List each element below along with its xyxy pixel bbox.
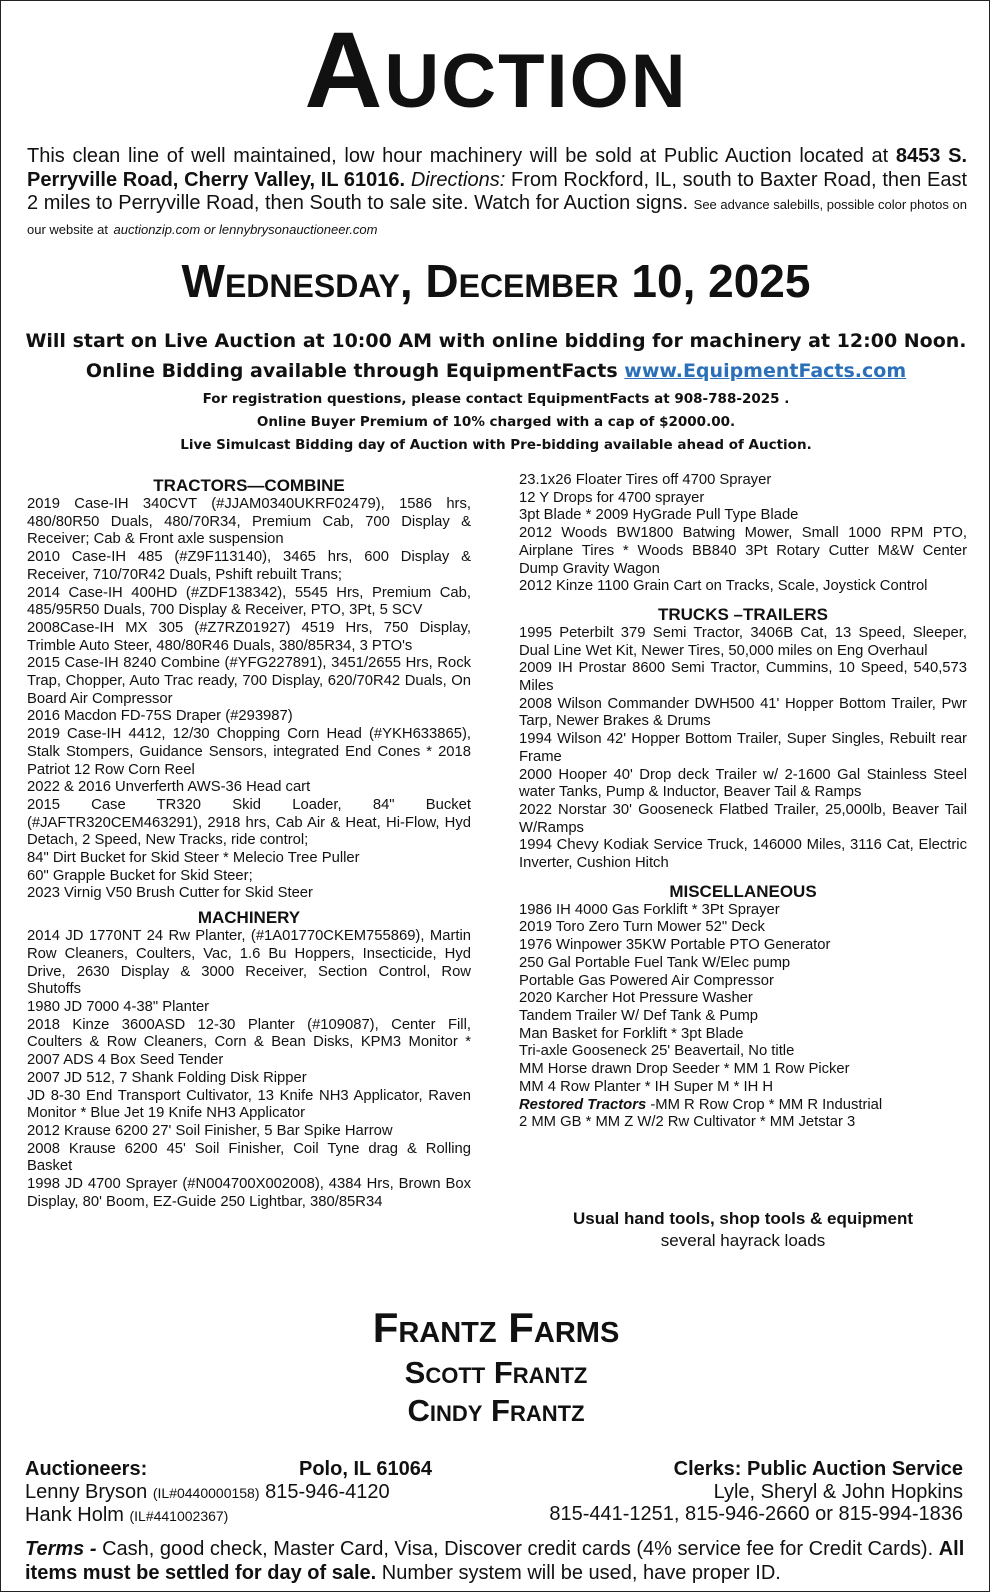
sale-date: Wednesday, December 10, 2025 xyxy=(181,255,811,307)
list-item xyxy=(519,1097,967,1115)
list-item: 2010 Case-IH 485 (#Z9F113140), 3465 hrs, 600 Display & Receiver, 710/70R42 Duals, Pshift rebuilt Trans; xyxy=(27,549,471,583)
list-item: 2014 Case-IH 400HD (#ZDF138342), 5545 Hrs, Premium Cab, 485/95R50 Duals, 700 Display & Receiver, PTO, 3Pt, 5 SCV xyxy=(27,584,471,619)
clerks-phones: 815-441-1251, 815-946-2660 or 815-994-1836 xyxy=(549,1503,963,1525)
list-item: 2000 Hooper 40' Drop deck Trailer w/ 2-1600 Gal Stainless Steel water Tanks, Pump & Inductor, Beaver Tail & Ramps xyxy=(519,766,967,801)
list-item: 2012 Krause 6200 27' Soil Finisher, 5 Bar Spike Harrow xyxy=(27,1122,393,1139)
misc-list xyxy=(519,902,967,1132)
list-item: 2022 & 2016 Unverferth AWS-36 Head cart xyxy=(27,779,311,796)
seller-person-1: Scott Frantz xyxy=(404,1355,588,1390)
list-item: 2023 Virnig V50 Brush Cutter for Skid Steer xyxy=(27,885,313,902)
section-heading-tractors: TRACTORS—COMBINE xyxy=(153,476,345,495)
auctioneers-block xyxy=(25,1458,545,1528)
list-item: 2020 Karcher Hot Pressure Washer xyxy=(519,990,753,1007)
list-item: 3pt Blade * 2009 HyGrade Pull Type Blade xyxy=(519,507,799,524)
list-item: 1976 Winpower 35KW Portable PTO Generator xyxy=(519,937,831,954)
website-note: See advance salebills, possible color photos on our website at xyxy=(27,197,968,237)
list-item: 1994 Chevy Kodiak Service Truck, 146000 Miles, 3116 Cat, Electric Inverter, Cushion Hitch xyxy=(519,837,967,872)
list-item: MM Horse drawn Drop Seeder * MM 1 Row Picker xyxy=(519,1061,850,1078)
online-bidding-line xyxy=(1,356,990,387)
list-item: 12 Y Drops for 4700 sprayer xyxy=(519,489,705,506)
list-item: 2008Case-IH MX 305 (#Z7RZ01927) 4519 Hrs, 750 Display, Trimble Auto Steer, 480/80R46 Duals, 380/85R34, 3 PTO's xyxy=(27,619,471,654)
seller-name: Frantz Farms xyxy=(372,1304,620,1351)
list-item: 2008 Krause 6200 45' Soil Finisher, Coil Tyne drag & Rolling Basket xyxy=(27,1140,471,1175)
list-item: 23.1x26 Floater Tires off 4700 Sprayer xyxy=(519,472,772,488)
list-item: 2015 Case-IH 8240 Combine (#YFG227891), 3451/2655 Hrs, Rock Trap, Chopper, Auto Trac ready, 700 Display, 620/70R42 Duals, On Board Air Compressor xyxy=(27,655,471,707)
machinery-continued-list xyxy=(519,472,967,596)
auctioneers-location: Polo, IL 61064 xyxy=(299,1458,433,1480)
start-time-line: Will start on Live Auction at 10:00 AM with online bidding for machinery at 12:00 Noon. xyxy=(25,330,967,352)
list-item: 2007 JD 512, 7 Shank Folding Disk Ripper xyxy=(27,1069,307,1086)
list-item: 2019 Case-IH 4412, 12/30 Chopping Corn Head (#YKH633865), Stalk Stompers, Guidance Sensors, integrated End Cones * 2018 Patriot 12 Row Corn Reel xyxy=(27,726,471,778)
list-item: 1986 IH 4000 Gas Forklift * 3Pt Sprayer xyxy=(519,901,780,918)
section-heading-trucks: TRUCKS –TRAILERS xyxy=(657,604,828,624)
list-item: Tri-axle Gooseneck 25' Beavertail, No title xyxy=(519,1043,795,1060)
clerks-names: Lyle, Sheryl & John Hopkins xyxy=(713,1480,963,1503)
list-item: JD 8-30 End Transport Cultivator, 13 Knife NH3 Applicator, Raven Monitor * Blue Jet 19 Knife NH3 Applicator xyxy=(27,1087,471,1122)
website-links: auctionzip.com or lennybrysonauctioneer.com xyxy=(113,221,378,237)
list-item: 2019 Case-IH 340CVT (#JJAM0340UKRF02479), 1586 hrs, 480/80R50 Duals, 480/70R34, Premium Cab, 700 Display & Receiver; Cab & Front axle suspension xyxy=(27,496,471,548)
directions-text: From Rockford, IL, south to Baxter Road, then East 2 miles to Perryville Road, then South to sale site. Watch for Auction signs. xyxy=(27,168,967,214)
list-item: 2012 Woods BW1800 Batwing Mower, Small 1000 RPM PTO, Airplane Tires * Woods BB840 3Pt Rotary Cutter M&W Center Dump Gravity Wagon xyxy=(519,525,967,577)
list-item: Man Basket for Forklift * 3pt Blade xyxy=(519,1025,744,1042)
terms-text-2: Number system will be used, have proper ID. xyxy=(381,1562,781,1584)
auctioneer-license-1: (IL#0440000158) xyxy=(152,1484,260,1501)
section-heading-machinery: MACHINERY xyxy=(197,908,301,928)
list-item: Portable Gas Powered Air Compressor xyxy=(519,972,774,989)
hand-tools-line: Usual hand tools, shop tools & equipment xyxy=(572,1209,913,1228)
terms-block xyxy=(25,1537,969,1585)
restored-tractors-label: Restored Tractors xyxy=(519,1096,647,1113)
flyer-title: Auction xyxy=(304,9,688,130)
intro-text-1: This clean line of well maintained, low hour machinery will be sold at Public Auction located at xyxy=(27,145,889,167)
auctioneer-phone-1: 815-946-4120 xyxy=(265,1480,390,1503)
list-item: 2015 Case TR320 Skid Loader, 84" Bucket (#JAFTR320CEM463291), 2918 hrs, Cab Air & Heat, Hi-Flow, Hyd Detach, 2 Speed, New Tracks, ride control; xyxy=(27,796,471,849)
auctioneer-license-2: (IL#441002367) xyxy=(129,1508,229,1524)
left-column xyxy=(27,475,471,1211)
intro-paragraph xyxy=(27,145,967,241)
hayrack-line: several hayrack loads xyxy=(660,1231,826,1250)
list-item: 1995 Peterbilt 379 Semi Tractor, 3406B Cat, 13 Speed, Sleeper, Dual Line Wet Kit, Newer Tires, 50,000 miles on Eng Overhaul xyxy=(519,624,967,659)
list-item: 2012 Kinze 1100 Grain Cart on Tracks, Scale, Joystick Control xyxy=(519,578,928,595)
list-item: Tandem Trailer W/ Def Tank & Pump xyxy=(519,1007,759,1024)
list-item: 2 MM GB * MM Z W/2 Rw Cultivator * MM Jetstar 3 xyxy=(519,1114,856,1131)
list-item: 1980 JD 7000 4-38" Planter xyxy=(27,998,210,1015)
list-item: 2009 IH Prostar 8600 Semi Tractor, Cummins, 10 Speed, 540,573 Miles xyxy=(519,660,967,695)
auctioneer-name-2: Hank Holm xyxy=(25,1504,124,1526)
list-item: 250 Gal Portable Fuel Tank W/Elec pump xyxy=(519,954,791,971)
list-item: 1994 Wilson 42' Hopper Bottom Trailer, Super Singles, Rebuilt rear Frame xyxy=(519,731,967,765)
seller-person-2: Cindy Frantz xyxy=(407,1393,585,1428)
tractors-list xyxy=(27,496,471,903)
list-item: 2008 Wilson Commander DWH500 41' Hopper Bottom Trailer, Pwr Tarp, Newer Brakes & Drums xyxy=(519,695,967,730)
terms-bold: All items must be settled for day of sale. xyxy=(25,1538,965,1584)
simulcast-line: Live Simulcast Bidding day of Auction with Pre-bidding available ahead of Auction. xyxy=(180,437,812,453)
clerks-heading: Clerks: Public Auction Service xyxy=(673,1458,963,1480)
auctioneer-name-1: Lenny Bryson xyxy=(25,1480,148,1503)
list-item: MM 4 Row Planter * IH Super M * IH H xyxy=(519,1078,774,1095)
list-item: 84" Dirt Bucket for Skid Steer * Melecio Tree Puller xyxy=(27,850,360,867)
machinery-list xyxy=(27,928,471,1211)
additional-items xyxy=(519,1208,967,1252)
auctioneers-heading: Auctioneers: xyxy=(25,1458,148,1480)
directions-label: Directions: xyxy=(410,168,506,191)
list-item: 2014 JD 1770NT 24 Rw Planter, (#1A01770CKEM755869), Martin Row Cleaners, Coulters, Vac, 1.6 Bu Hoppers, Insecticide, Hyd Drive, 2630 Display & 3000 Receiver, Section Control, Row Shutoffs xyxy=(27,928,471,998)
buyer-premium-line: Online Buyer Premium of 10% charged with a cap of $2000.00. xyxy=(256,414,736,430)
list-item: 2018 Kinze 3600ASD 12-30 Planter (#109087), Center Fill, Coulters & Row Cleaners, Corn & Bean Disks, KPM3 Monitor * 2007 ADS 4 Box Seed Tender xyxy=(27,1016,471,1069)
restored-tractors-text: -MM R Row Crop * MM R Industrial xyxy=(650,1096,883,1113)
list-item: 60" Grapple Bucket for Skid Steer; xyxy=(27,867,253,884)
trucks-list xyxy=(519,625,967,873)
sale-address: 8453 S. Perryville Road, Cherry Valley, IL 61016. xyxy=(27,145,967,191)
terms-text-1: Cash, good check, Master Card, Visa, Discover credit cards (4% service fee for Credit Cards). xyxy=(102,1538,934,1560)
list-item: 2019 Toro Zero Turn Mower 52" Deck xyxy=(519,919,765,936)
list-item: 1998 JD 4700 Sprayer (#N004700X002008), 4384 Hrs, Brown Box Display, 80' Boom, EZ-Guide 250 Lightbar, 380/85R34 xyxy=(27,1176,471,1210)
equipmentfacts-link[interactable]: www.EquipmentFacts.com xyxy=(624,360,907,382)
clerks-block xyxy=(493,1458,963,1526)
registration-line: For registration questions, please contact EquipmentFacts at 908-788-2025 . xyxy=(202,391,790,407)
list-item: 2016 Macdon FD-75S Draper (#293987) xyxy=(27,708,293,725)
list-item: 2022 Norstar 30' Gooseneck Flatbed Trailer, 25,000lb, Beaver Tail W/Ramps xyxy=(519,801,967,836)
terms-label: Terms - xyxy=(25,1538,97,1560)
online-bidding-text: Online Bidding available through EquipmentFacts xyxy=(85,360,618,382)
right-column xyxy=(519,472,967,1132)
section-heading-miscellaneous: MISCELLANEOUS xyxy=(669,881,817,901)
